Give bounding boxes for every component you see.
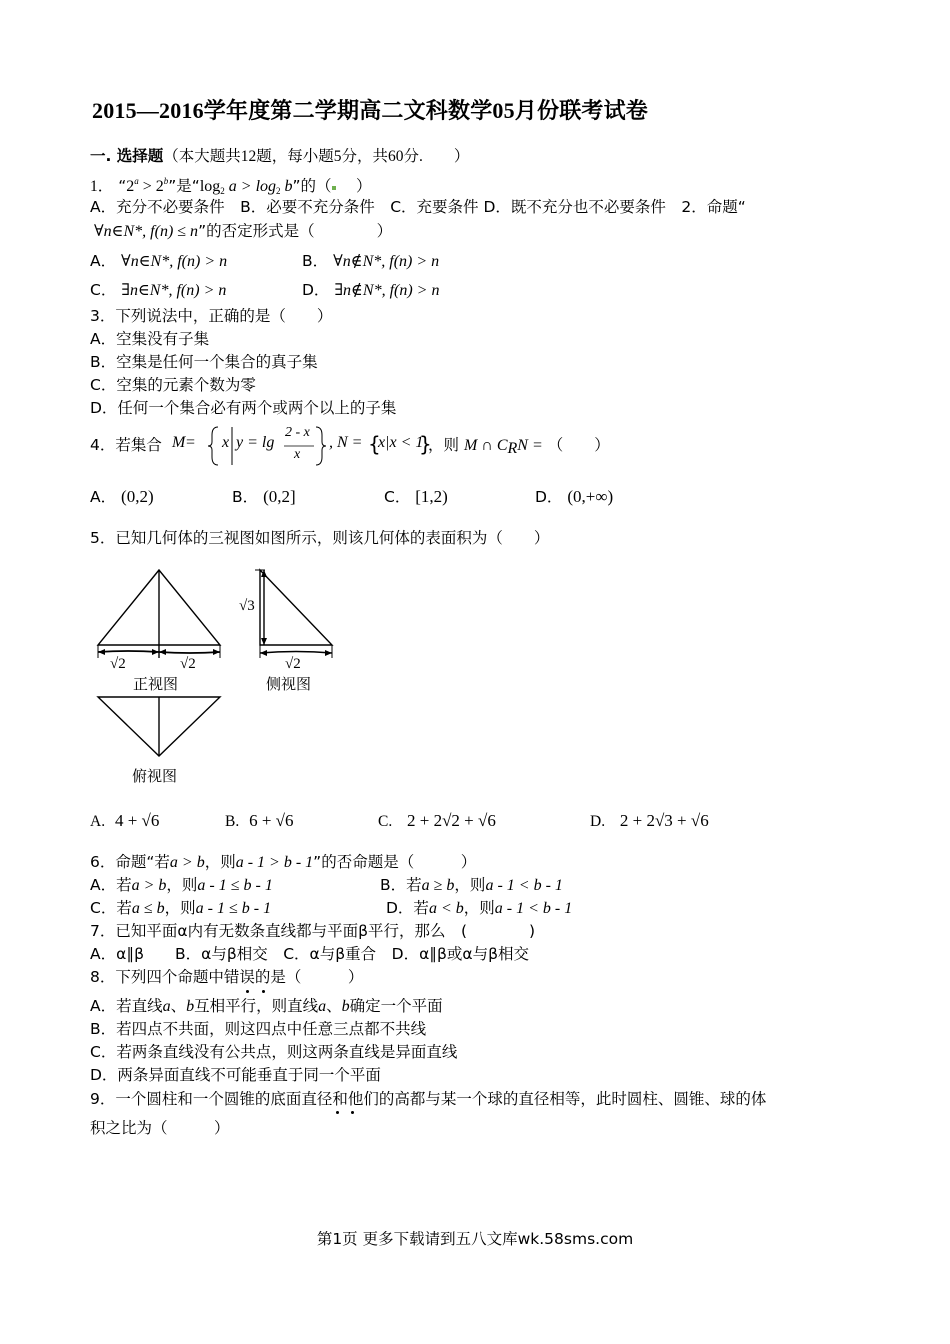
q1-math-power: $2^a > 2^b$ (126, 176, 169, 195)
q8-option-a: A．若直线a、b互相平行，则直线a、b确定一个平面 (90, 997, 443, 1015)
section-heading: 一. 选择题 (90, 147, 164, 165)
q6-option-d: D．若a < b，则a - 1 < b - 1 (386, 899, 573, 917)
q5-stem: 5．已知几何体的三视图如图所示，则该几何体的表面积为（ ） (90, 529, 550, 547)
q6-stem: 6．命题“若a > b，则a - 1 > b - 1”的否命题是（ ） (90, 853, 477, 871)
emphasis-dot (336, 1111, 339, 1114)
q2-rest: ”的否定形式是（ ） (198, 222, 393, 240)
dim-sqrt2-left: √2 (110, 656, 126, 672)
front-view (98, 570, 220, 658)
q4-stem-post: ，则 M ∩ $C_RN$ = （ ） (428, 436, 610, 457)
q7-stem: 7．已知平面α内有无数条直线都与平面β平行，那么 ( ) (90, 922, 536, 940)
q6-option-b: B．若a ≥ b，则a - 1 < b - 1 (380, 876, 563, 894)
q1-number: 1． (90, 178, 114, 195)
q5-option-a: A. 4 + √6 (90, 811, 160, 830)
emphasis-dot (246, 990, 249, 993)
q1-text-mid: ”是“ (168, 177, 200, 195)
q5-option-d: D. 2 + 2√3 + √6 (590, 811, 709, 830)
front-view-label: 正视图 (133, 675, 179, 693)
q6-option-c: C．若a ≤ b，则a - 1 ≤ b - 1 (90, 899, 272, 917)
q4-brace-close: } (419, 432, 432, 456)
q5-option-c: C. 2 + 2√2 + √6 (378, 811, 496, 830)
dim-sqrt2-side: √2 (285, 656, 301, 672)
emphasis-dot (351, 1111, 354, 1114)
q8-option-b: B．若四点不共面，则这四点中任意三点都不共线 (90, 1020, 427, 1038)
q9-line-1: 9．一个圆柱和一个圆锥的底面直径和他们的高都与某一个球的直径相等，此时圆柱、圆锥、球的体 (90, 1090, 767, 1108)
exam-title: 2015—2016学年度第二学期高二文科数学05月份联考试卷 (92, 98, 649, 123)
q2-math: ∀n∈N*, f(n) ≤ n (94, 223, 199, 240)
q2-statement (94, 220, 392, 243)
q3-stem: 3．下列说法中，正确的是（ ） (90, 307, 333, 325)
q4-stem-pre: 4．若集合 (90, 436, 162, 454)
q1-paren: ） (335, 177, 372, 195)
dim-sqrt3: √3 (239, 598, 255, 614)
section-note: （本大题共12题，每小题5分，共60分. ） (163, 148, 470, 165)
q8-stem: 8．下列四个命题中错误的是（ ） (90, 968, 364, 986)
q1-options: A．充分不必要条件 B．必要不充分条件 C．充要条件 D．既不充分也不必要条件 2．命题“ (90, 198, 746, 216)
side-view-label: 侧视图 (266, 675, 312, 693)
q4-option-a: A． (0,2) (90, 487, 154, 506)
q2-option-d: D． ∃n∉N*, f(n) > n (302, 281, 440, 299)
q7-options: A．α∥β B．α与β相交 C．α与β重合 D．α∥β或α与β相交 (90, 945, 530, 963)
q6-option-a: A．若a > b，则a - 1 ≤ b - 1 (90, 876, 273, 894)
top-view (98, 697, 220, 756)
q2-option-a: A． ∀n∈N*, f(n) > n (90, 252, 228, 270)
q4-set-expression: M = x y = lg 2 - x x , N = { x|x < 1 } (172, 423, 427, 469)
top-view-label: 俯视图 (132, 767, 178, 785)
section-heading-line (90, 145, 469, 168)
q4-option-d: D． (0,+∞) (535, 487, 614, 506)
q1-text-end: ”的（ (292, 177, 332, 195)
q4-option-c: C． [1,2) (384, 487, 448, 506)
q2-option-c: C． ∃n∈N*, f(n) > n (90, 281, 227, 299)
q1-math-log: $\log_2 a > \log_2 b$ (199, 178, 293, 196)
q4-option-b: B． (0,2] (232, 487, 296, 506)
side-view (255, 570, 332, 658)
page-footer: 第1页 更多下载请到五八文库wk.58sms.com (316, 1230, 634, 1248)
q8-option-d: D．两条异面直线不可能垂直于同一个平面 (90, 1066, 381, 1084)
q1-quote-open: “ (118, 177, 127, 195)
q3-option-b: B．空集是任何一个集合的真子集 (90, 353, 318, 371)
q9-line-2: 积之比为（ ） (90, 1119, 230, 1137)
q3-option-c: C．空集的元素个数为零 (90, 376, 256, 394)
dim-sqrt2-right: √2 (180, 656, 196, 672)
q4-brace-open: { (368, 432, 381, 456)
q3-option-a: A．空集没有子集 (90, 330, 210, 348)
q8-option-c: C．若两条直线没有公共点，则这两条直线是异面直线 (90, 1043, 458, 1061)
emphasis-dot (262, 990, 265, 993)
q3-option-d: D．任何一个集合必有两个或两个以上的子集 (90, 399, 397, 417)
q2-option-b: B． ∀n∉N*, f(n) > n (302, 252, 440, 270)
q5-option-b: B. 6 + √6 (225, 811, 294, 830)
